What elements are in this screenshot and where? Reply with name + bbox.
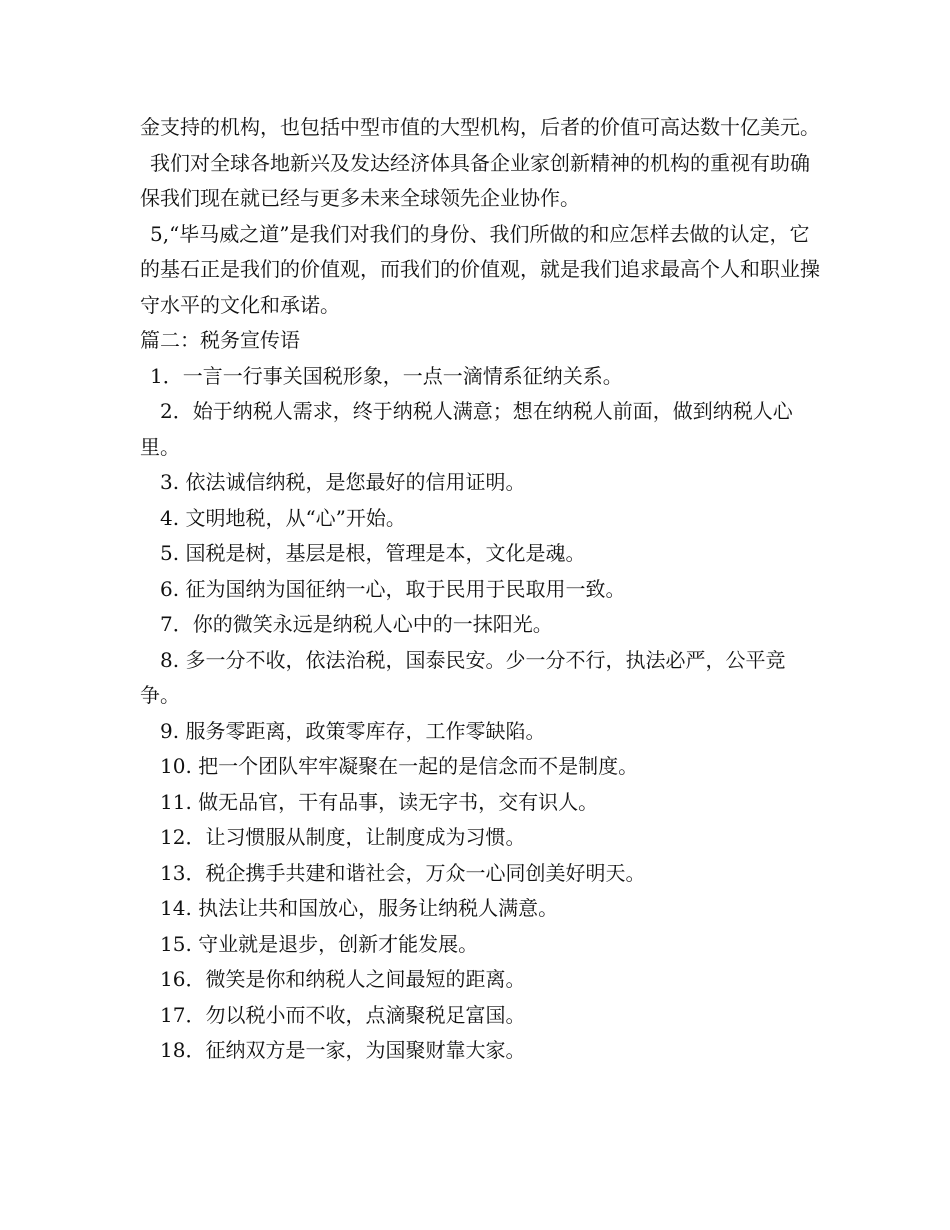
paragraph: 金支持的机构，也包括中型市值的大型机构，后者的价值可高达数十亿美元。: [140, 115, 820, 139]
list-item: 16．微笑是你和纳税人之间最短的距离。: [160, 967, 526, 991]
list-item: 3. 依法诚信纳税，是您最好的信用证明。: [160, 470, 526, 494]
list-item: 6. 征为国纳为国征纳一心，取于民用于民取用一致。: [160, 576, 626, 601]
list-item: 15. 守业就是退步，创新才能发展。: [160, 931, 479, 956]
list-item: 13．税企携手共建和谐社会，万众一心同创美好明天。: [160, 860, 646, 885]
list-item: 14. 执法让共和国放心，服务让纳税人满意。: [160, 896, 559, 920]
list-item: 1．一言一行事关国税形象，一点一滴情系征纳关系。: [150, 363, 623, 388]
list-item: 2．始于纳税人需求，终于纳税人满意；想在纳税人前面，做到纳税人心里。: [140, 399, 793, 459]
list-item: 4. 文明地税，从“心”开始。: [160, 505, 406, 530]
list-item: 10. 把一个团队牢牢凝聚在一起的是信念而不是制度。: [160, 754, 639, 778]
paragraph: 我们对全球各地新兴及发达经济体具备企业家创新精神的机构的重视有助确保我们现在就已经与更多未来全球领先企业协作。: [140, 150, 810, 210]
document-body: [140, 110, 820, 1069]
list-item: 17．勿以税小而不收，点滴聚税足富国。: [160, 1002, 526, 1027]
paragraph: 5,“毕马威之道”是我们对我们的身份、我们所做的和应怎样去做的认定，它的基石正是我们的价值观，而我们的价值观，就是我们追求最高个人和职业操守水平的文化和承诺。: [140, 221, 820, 317]
list-item: 7．你的微笑永远是纳税人心中的一抹阳光。: [160, 612, 553, 636]
list-item: 18．征纳双方是一家，为国聚财靠大家。: [160, 1038, 526, 1062]
list-item: 8. 多一分不收，依法治税，国泰民安。少一分不行，执法必严，公平竞争。: [140, 647, 786, 707]
section-title: 篇二：税务宣传语: [140, 328, 300, 352]
list-item: 5. 国税是树，基层是根，管理是本，文化是魂。: [160, 541, 586, 565]
list-item: 12．让习惯服从制度，让制度成为习惯。: [160, 825, 526, 849]
list-item: 11. 做无品官，干有品事，读无字书，交有识人。: [160, 789, 599, 814]
list-item: 9. 服务零距离，政策零库存，工作零缺陷。: [160, 718, 546, 743]
